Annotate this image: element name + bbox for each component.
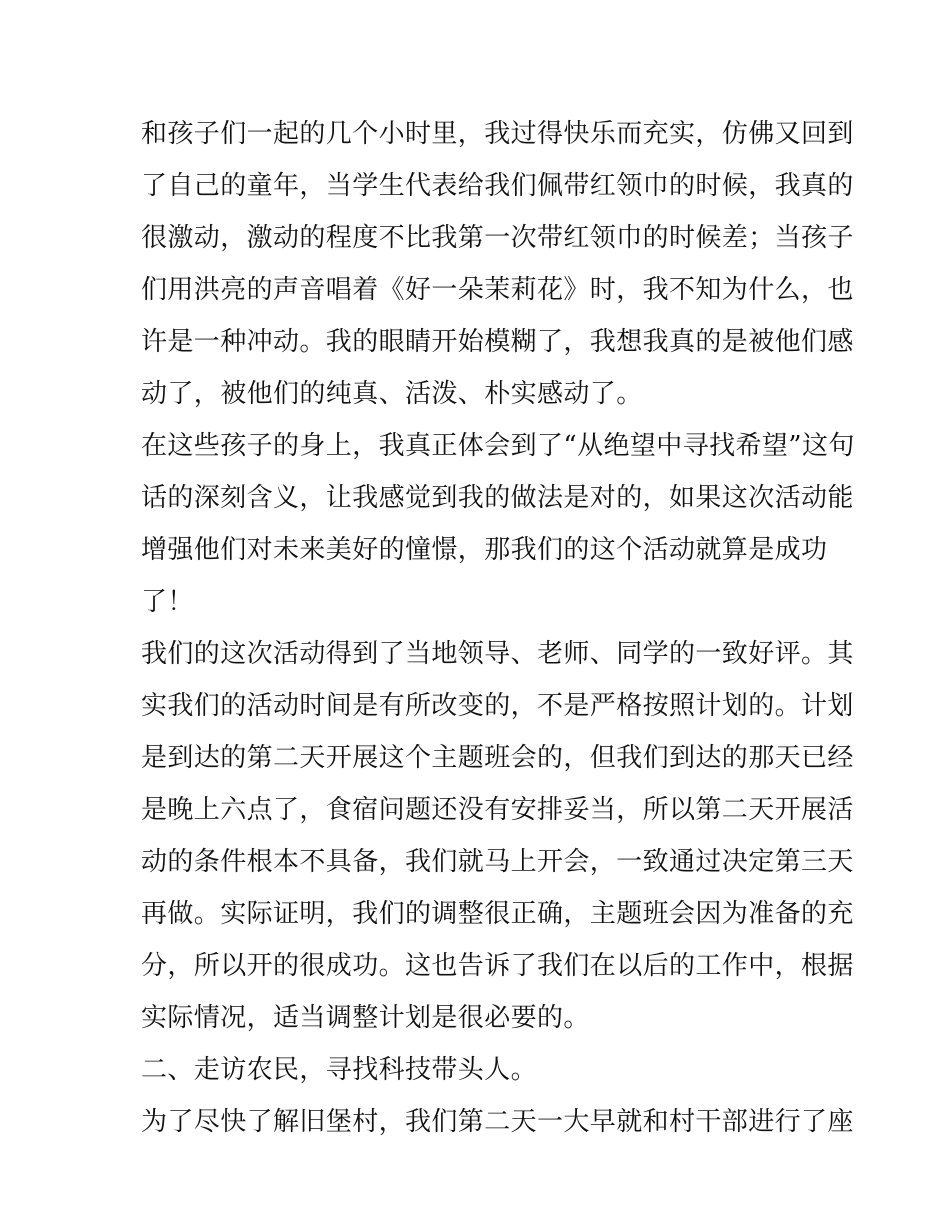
text-line: 在这些孩子的身上，我真正体会到了“从绝望中寻找希望”这句 (141, 431, 855, 461)
text-line: 动了，被他们的纯真、活泼、朴实感动了。 (141, 379, 643, 409)
text-line: 许是一种冲动。我的眼睛开始模糊了，我想我真的是被他们感 (141, 327, 854, 357)
text-line: 动的条件根本不具备，我们就马上开会，一致通过决定第三天 (141, 847, 854, 877)
text-line: 是晚上六点了，食宿问题还没有安排妥当，所以第二天开展活 (141, 795, 854, 825)
section-heading: 二、走访农民，寻找科技带头人。 (141, 1055, 538, 1085)
text-line: 了自己的童年，当学生代表给我们佩带红领巾的时候，我真的 (141, 171, 854, 201)
text-line: 话的深刻含义，让我感觉到我的做法是对的，如果这次活动能 (141, 483, 854, 513)
document-body (141, 108, 855, 1148)
text-line: 分，所以开的很成功。这也告诉了我们在以后的工作中，根据 (141, 951, 854, 981)
text-line: 很激动，激动的程度不比我第一次带红领巾的时候差；当孩子 (141, 223, 854, 253)
text-line: 增强他们对未来美好的憧憬，那我们的这个活动就算是成功 (141, 535, 828, 565)
text-line: 了！ (141, 587, 194, 617)
text-line: 是到达的第二天开展这个主题班会的，但我们到达的那天已经 (141, 743, 854, 773)
text-line: 和孩子们一起的几个小时里，我过得快乐而充实，仿佛又回到 (141, 119, 854, 149)
text-line: 实际情况，适当调整计划是很必要的。 (141, 1003, 590, 1033)
text-line: 再做。实际证明，我们的调整很正确，主题班会因为准备的充 (141, 899, 854, 929)
text-line: 们用洪亮的声音唱着《好一朵茉莉花》时，我不知为什么，也 (141, 275, 854, 305)
text-line: 为了尽快了解旧堡村，我们第二天一大早就和村干部进行了座 (141, 1107, 854, 1137)
text-line: 我们的这次活动得到了当地领导、老师、同学的一致好评。其 (141, 639, 854, 669)
text-line: 实我们的活动时间是有所改变的，不是严格按照计划的。计划 (141, 691, 854, 721)
